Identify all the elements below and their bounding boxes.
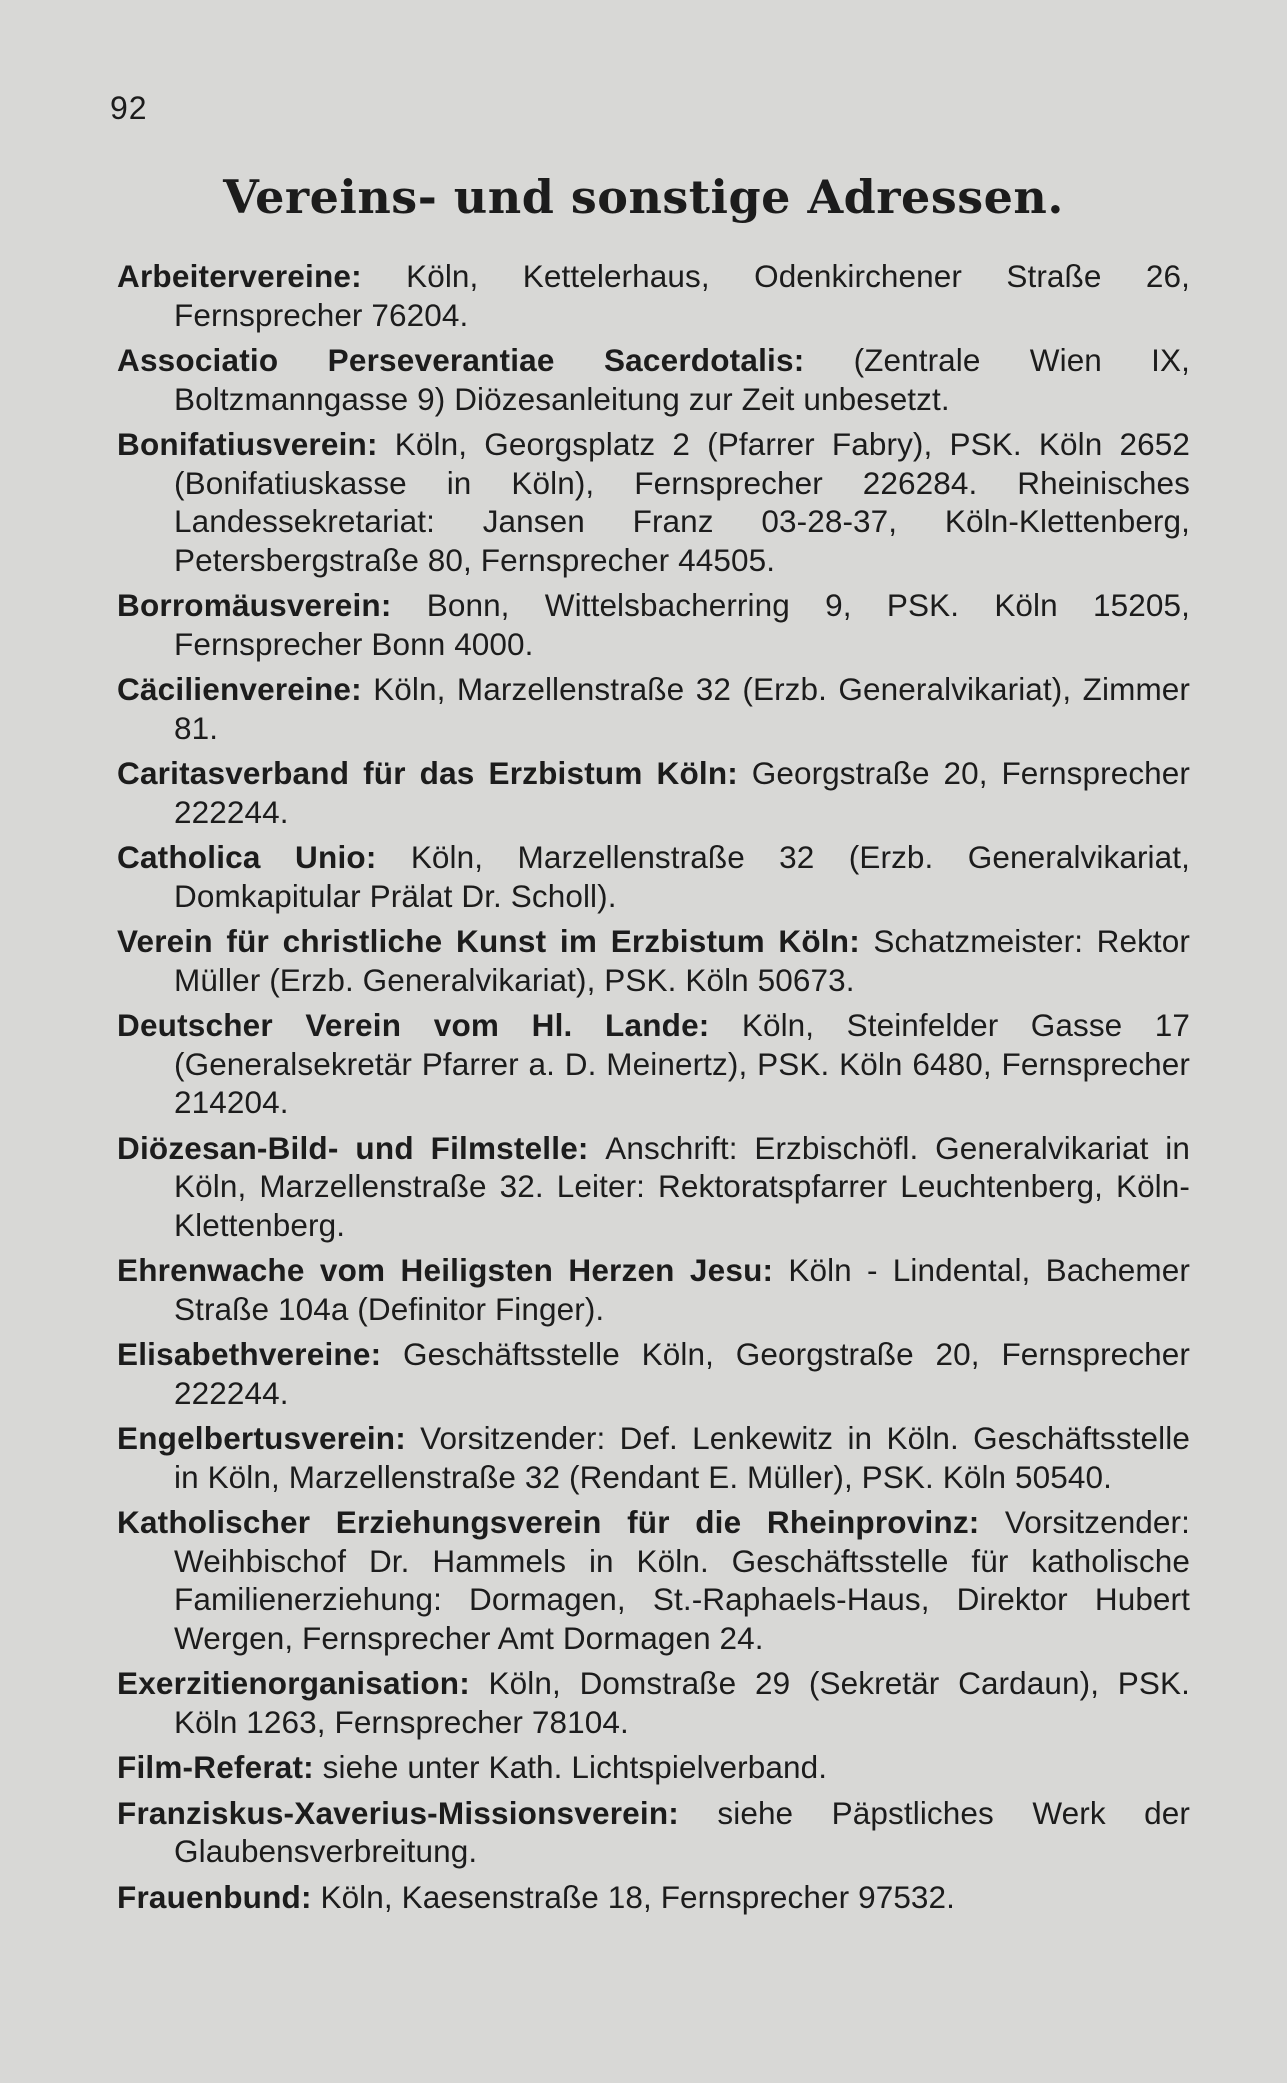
entry-text: Köln - Lindental, Bachemer Straße 104a (Definitor Finger). [174, 1252, 1190, 1327]
entry-name: Frauenbund: [117, 1878, 312, 1915]
entry-name: Film-Referat: [117, 1749, 314, 1785]
entry-text: Köln, Georgsplatz 2 (Pfarrer Fabry), PSK. Köln 2652 (Bonifatiuskasse in Köln), Fernsprecher 226284. Rheinisches Landessekretariat: Jansen Franz 03-28-37, Köln-Klettenberg, Petersbergstraße 80, Fernsprecher 44505. [174, 426, 1190, 578]
entry-name: Franziskus-Xaverius-Missionsverein: [117, 1794, 679, 1831]
entry-name: Elisabethvereine: [117, 1336, 382, 1372]
list-item [117, 754, 1190, 831]
list-item [117, 341, 1190, 418]
entry-name: Exerzitienorganisation: [117, 1665, 470, 1701]
entry-name: Arbeitervereine: [117, 258, 362, 294]
entry-name: Borromäusverein: [117, 587, 392, 623]
page-title: Vereins- und sonstige Adressen. [223, 170, 1064, 224]
list-item [117, 1664, 1190, 1741]
entry-text: siehe unter Kath. Lichtspielverband. [322, 1749, 828, 1785]
entry-name: Associatio Perseverantiae Sacerdotalis: [117, 342, 805, 378]
entry-text: Geschäftsstelle Köln, Georgstraße 20, Fernsprecher 222244. [174, 1336, 1190, 1411]
entry-name: Deutscher Verein vom Hl. Lande: [117, 1007, 710, 1043]
list-item [117, 1878, 1190, 1917]
entry-name: Caritasverband für das Erzbistum Köln: [117, 755, 738, 791]
list-item [117, 586, 1190, 663]
entry-text: Köln, Kaesenstraße 18, Fernsprecher 97532. [320, 1878, 956, 1915]
entry-text: Georgstraße 20, Fernsprecher 222244. [174, 755, 1190, 830]
list-item [117, 257, 1190, 334]
entry-name: Verein für christliche Kunst im Erzbistum Köln: [117, 923, 860, 959]
entry-name: Cäcilienvereine: [117, 671, 362, 707]
list-item [117, 1006, 1190, 1122]
list-item [117, 1503, 1190, 1657]
list-item [117, 1129, 1190, 1245]
entry-name: Katholischer Erziehungsverein für die Rheinprovinz: [117, 1504, 980, 1540]
entry-name: Engelbertusverein: [117, 1420, 406, 1456]
entry-text: Köln, Kettelerhaus, Odenkirchener Straße 26, Fernsprecher 76204. [174, 258, 1190, 333]
list-item [117, 922, 1190, 999]
entry-text: Köln, Marzellenstraße 32 (Erzb. Generalvikariat, Domkapitular Prälat Dr. Scholl). [174, 839, 1190, 914]
list-item [117, 1748, 1190, 1787]
entry-text: Köln, Domstraße 29 (Sekretär Cardaun), PSK. Köln 1263, Fernsprecher 78104. [174, 1665, 1190, 1740]
list-item [117, 1335, 1190, 1412]
entry-text: Vorsitzender: Weihbischof Dr. Hammels in Köln. Geschäftsstelle für katholische Familienerziehung: Dormagen, St.-Raphaels-Haus, Direktor Hubert Wergen, Fernsprecher Amt Dormagen 24. [174, 1504, 1190, 1656]
entry-text: (Zentrale Wien IX, Boltzmanngasse 9) Diözesanleitung zur Zeit unbesetzt. [174, 342, 1190, 417]
list-item [117, 425, 1190, 579]
page-number: 92 [110, 90, 148, 126]
entry-text: Vorsitzender: Def. Lenkewitz in Köln. Geschäftsstelle in Köln, Marzellenstraße 32 (Rendant E. Müller), PSK. Köln 50540. [174, 1420, 1190, 1495]
entry-text: Köln, Marzellenstraße 32 (Erzb. Generalvikariat), Zimmer 81. [174, 671, 1190, 746]
entry-text: siehe Päpstliches Werk der Glaubensverbreitung. [174, 1794, 1190, 1869]
list-item [117, 1251, 1190, 1328]
address-list [117, 257, 1190, 1923]
list-item [117, 838, 1190, 915]
entry-text: Anschrift: Erzbischöfl. Generalvikariat in Köln, Marzellenstraße 32. Leiter: Rektoratspfarrer Leuchtenberg, Köln-Klettenberg. [174, 1129, 1190, 1243]
entry-name: Ehrenwache vom Heiligsten Herzen Jesu: [117, 1252, 774, 1288]
entry-name: Catholica Unio: [117, 839, 377, 875]
entry-text: Bonn, Wittelsbacherring 9, PSK. Köln 15205, Fernsprecher Bonn 4000. [174, 587, 1190, 662]
list-item [117, 1794, 1190, 1871]
entry-name: Bonifatiusverein: [117, 426, 378, 462]
entry-name: Diözesan-Bild- und Filmstelle: [117, 1129, 589, 1166]
entry-text: Schatzmeister: Rektor Müller (Erzb. Generalvikariat), PSK. Köln 50673. [174, 923, 1190, 998]
list-item [117, 1419, 1190, 1496]
list-item [117, 670, 1190, 747]
entry-text: Köln, Steinfelder Gasse 17 (Generalsekretär Pfarrer a. D. Meinertz), PSK. Köln 6480, Fernsprecher 214204. [174, 1007, 1190, 1120]
